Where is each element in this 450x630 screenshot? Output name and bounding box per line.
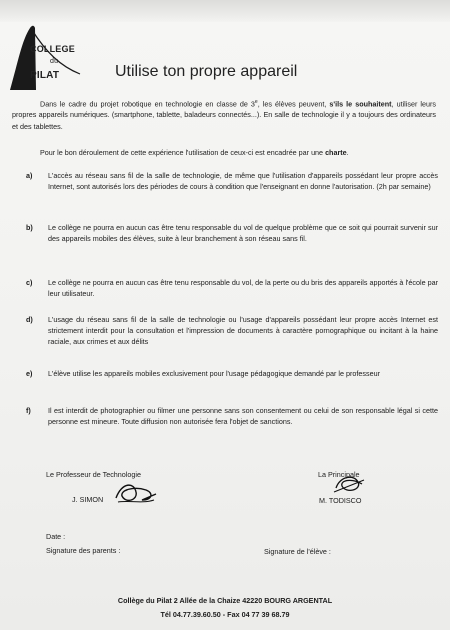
logo-line-2: du <box>50 58 59 65</box>
rule-text: Il est interdit de photographier ou filmer une personne sans son consentement ou celui de son responsable légal si cette personne est mineure. Toute diffusion non autorisée fera l'objet de sanctions. <box>48 406 438 427</box>
intro-text-2: , les élèves peuvent, <box>257 99 330 109</box>
intro-superscript: e <box>254 99 258 105</box>
date-label: Date : <box>46 532 66 541</box>
rule-text: L'accès au réseau sans fil de la salle de technologie, de même que l'utilisation d'appareils possédant leur propre accès Internet, sont autorisés lors des périodes de cours à condition que l'enseignant en donne l'autorisation. (2h par semaine) <box>48 171 438 192</box>
charter-text: Pour le bon déroulement de cette expérience l'utilisation de ceux-ci est encadrée par une <box>40 148 326 157</box>
logo-line-3: PILAT <box>30 70 60 81</box>
intro-text-3: , utiliser leurs propres appareils numériques. (smartphone, tablette, baladeurs connectés...). En salle de technologie il y a toujours des ordinateurs et des tablettes. <box>12 99 436 131</box>
teacher-name: J. SIMON <box>72 495 104 504</box>
principal-signature <box>332 472 366 496</box>
rule-text: L'élève utilise les appareils mobiles exclusivement pour l'usage pédagogique demandé par le professeur <box>48 369 380 378</box>
rule-label: e) <box>26 369 33 378</box>
charter-end: . <box>346 148 349 157</box>
footer-address: Collège du Pilat 2 Allée de la Chaize 42220 BOURG ARGENTAL <box>117 596 333 605</box>
intro-paragraph <box>12 97 436 132</box>
photo-shadow <box>0 0 450 22</box>
rule-label: f) <box>26 406 31 415</box>
parents-signature-label: Signature des parents : <box>46 546 121 555</box>
charter-bold: charte <box>325 148 347 157</box>
rule-label: b) <box>26 223 33 232</box>
rule-text: Le collège ne pourra en aucun cas être tenu responsable du vol, de la perte ou du bris des appareils apportés à l'école par leur utilisateur. <box>48 278 438 299</box>
rule-text: L'usage du réseau sans fil de la salle de technologie ou l'usage d'appareils possédant leur propre accès Internet est strictement interdit pour la consultation et l'impression de documents à caractère pornographique ou incitant à la haine raciale, aux crimes et aux délits <box>48 315 438 347</box>
rule-text: Le collège ne pourra en aucun cas être tenu responsable du vol de quelque problème que ce soit qui pourrait survenir sur des appareils mobiles des élèves, suite à leur branchement à son réseau sans fil. <box>48 223 438 244</box>
logo-line-1: COLLEGE <box>30 44 75 54</box>
charter-sentence <box>40 147 440 158</box>
teacher-title: Le Professeur de Technologie <box>46 470 141 479</box>
footer-phones: Tél 04.77.39.60.50 - Fax 04 77 39 68.79 <box>160 610 290 619</box>
principal-title: La Principale <box>318 470 360 479</box>
document-title: Utilise ton propre appareil <box>115 63 298 80</box>
teacher-signature <box>112 478 160 508</box>
rule-label: a) <box>26 171 33 180</box>
rule-label: c) <box>26 278 33 287</box>
intro-text-1: Dans le cadre du projet robotique en technologie en classe de 3 <box>40 99 255 109</box>
intro-bold: s'ils le souhaitent <box>329 99 392 109</box>
student-signature-label: Signature de l'élève : <box>264 547 331 556</box>
rule-label: d) <box>26 315 33 324</box>
principal-name: M. TODISCO <box>319 496 362 505</box>
